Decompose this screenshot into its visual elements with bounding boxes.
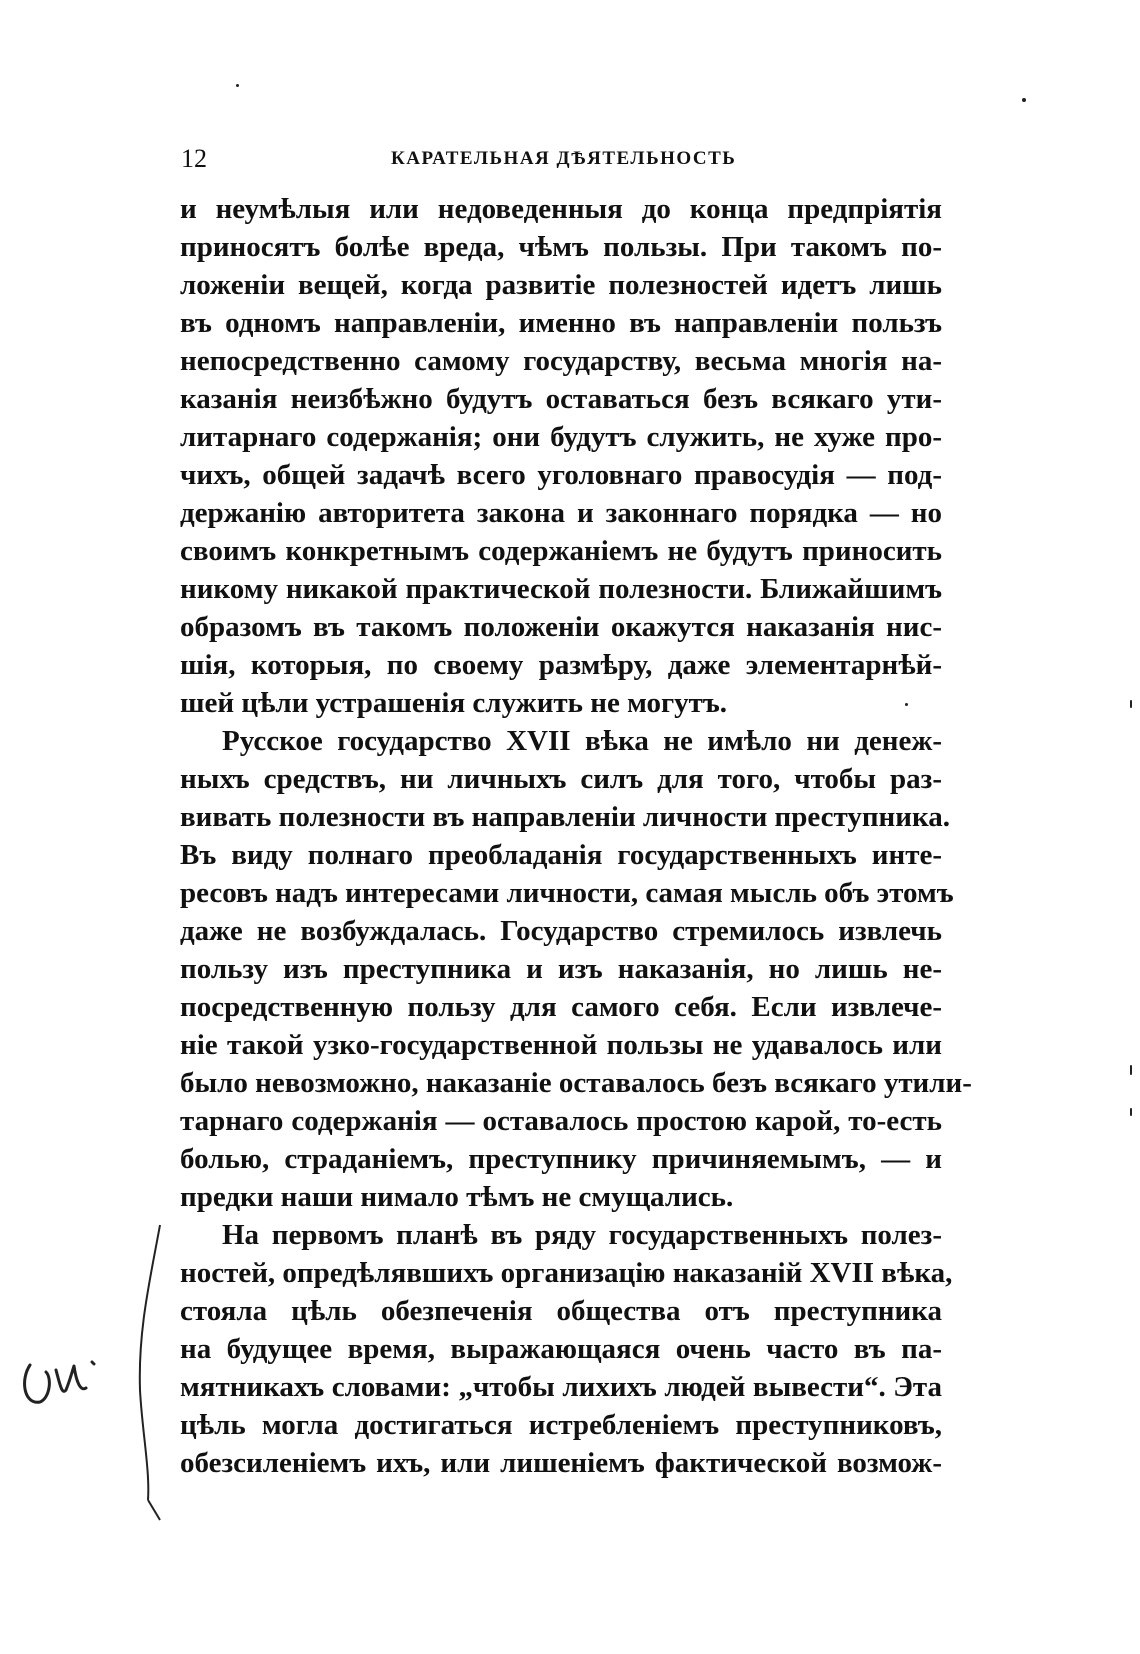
text-line: и неумѣлыя или недоведенныя до конца предпріятія xyxy=(180,193,942,225)
text-line: На первомъ планѣ въ ряду государственныхъ полез- xyxy=(222,1219,942,1251)
margin-note-handwriting xyxy=(25,1362,94,1402)
scan-speck xyxy=(1130,1108,1132,1116)
text-line: на будущее время, выражающаяся очень часто въ па- xyxy=(180,1333,942,1365)
text-line: литарнаго содержанія; они будутъ служить, не хуже про- xyxy=(180,421,942,453)
paragraph-1 xyxy=(180,190,942,722)
paragraph-2 xyxy=(180,722,972,1216)
text-line: предки наши нимало тѣмъ не смущались. xyxy=(180,1181,734,1213)
scan-speck xyxy=(1130,700,1132,708)
margin-bracket-line xyxy=(140,1225,160,1500)
text-line: въ одномъ направленіи, именно въ направленіи пользъ xyxy=(180,307,942,339)
text-line: никому никакой практической полезности. Ближайшимъ xyxy=(180,573,942,605)
text-line: ныхъ средствъ, ни личныхъ силъ для того, чтобы раз- xyxy=(180,763,942,795)
scan-speck xyxy=(905,703,908,706)
page-header xyxy=(181,144,941,180)
text-line: стояла цѣль обезпеченія общества отъ преступника xyxy=(180,1295,942,1327)
scan-speck xyxy=(1022,98,1026,102)
text-line: болью, страданіемъ, преступнику причиняемымъ, — и xyxy=(180,1143,942,1175)
text-line: вивать полезности въ направленіи личности преступника. xyxy=(180,801,950,833)
text-line: непосредственно самому государству, весьма многія на- xyxy=(180,345,942,377)
margin-bracket-tail xyxy=(148,1500,160,1520)
text-line: чихъ, общей задачѣ всего уголовнаго правосудія — под- xyxy=(180,459,942,491)
text-line: посредственную пользу для самого себя. Если извлече- xyxy=(180,991,942,1023)
body-text xyxy=(180,190,972,1482)
text-line: тарнаго содержанія — оставалось простою карой, то-есть xyxy=(180,1105,942,1137)
text-line: держанію авторитета закона и законнаго порядка — но xyxy=(180,497,942,529)
text-line: было невозможно, наказаніе оставалось безъ всякаго утили- xyxy=(180,1067,972,1099)
text-line: ложеніи вещей, когда развитіе полезностей идетъ лишь xyxy=(180,269,942,301)
text-line: казанія неизбѣжно будутъ оставаться безъ всякаго ути- xyxy=(180,383,942,415)
text-line: пользу изъ преступника и изъ наказанія, но лишь не- xyxy=(180,953,942,985)
text-line: обезсиленіемъ ихъ, или лишеніемъ фактической возмож- xyxy=(180,1447,942,1479)
paragraph-3 xyxy=(180,1216,953,1482)
text-line: образомъ въ такомъ положеніи окажутся наказанія нис- xyxy=(180,611,942,643)
text-line: Въ виду полнаго преобладанія государственныхъ инте- xyxy=(180,839,942,871)
text-line: ностей, опредѣлявшихъ организацію наказаній XVII вѣка, xyxy=(180,1257,953,1289)
text-line: своимъ конкретнымъ содержаніемъ не будутъ приносить xyxy=(180,535,942,567)
page-number: 12 xyxy=(181,144,207,173)
text-line: ресовъ надъ интересами личности, самая мысль объ этомъ xyxy=(180,877,954,909)
text-line: Русское государство XVII вѣка не имѣло ни денеж- xyxy=(222,725,942,757)
text-line: шей цѣли устрашенія служить не могутъ. xyxy=(180,687,728,719)
text-line: цѣль могла достигаться истребленіемъ преступниковъ, xyxy=(180,1409,942,1441)
text-line: даже не возбуждалась. Государство стремилось извлечь xyxy=(180,915,942,947)
scan-speck xyxy=(1130,1065,1132,1075)
running-head: КАРАТЕЛЬНАЯ ДѢЯТЕЛЬНОСТЬ xyxy=(391,148,737,169)
text-line: шія, которыя, по своему размѣру, даже элементарнѣй- xyxy=(180,649,942,681)
scan-speck xyxy=(236,84,239,87)
text-line: приносятъ болѣе вреда, чѣмъ пользы. При такомъ по- xyxy=(180,231,942,263)
text-line: ніе такой узко-государственной пользы не удавалось или xyxy=(180,1029,942,1061)
text-line: мятникахъ словами: „чтобы лихихъ людей вывести“. Эта xyxy=(180,1371,942,1403)
